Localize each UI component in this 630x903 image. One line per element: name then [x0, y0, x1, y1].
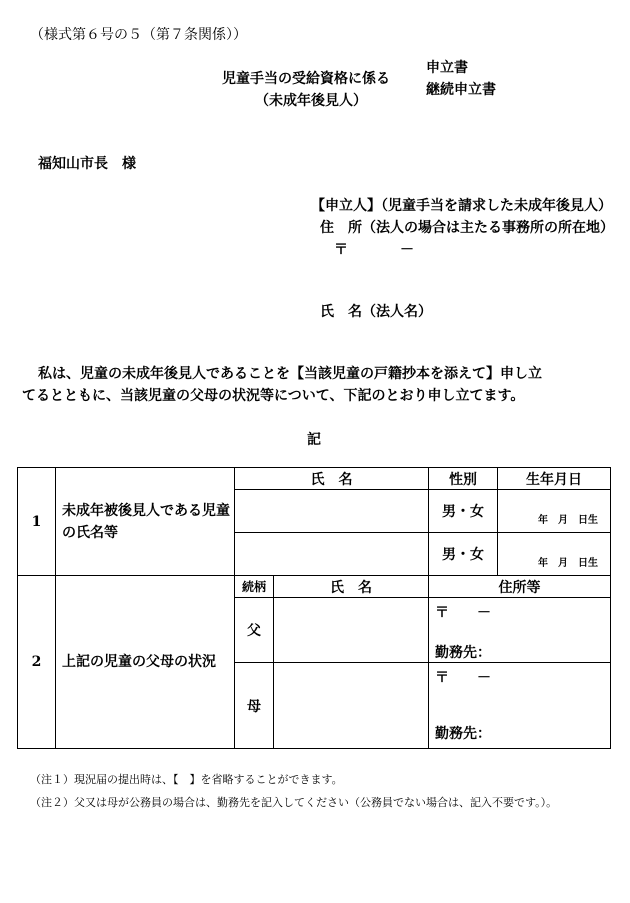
child2-gender[interactable]: 男・女 [429, 533, 498, 576]
mother-label: 母 [235, 663, 274, 749]
father-name-cell[interactable] [274, 598, 429, 663]
title-option-continuation: 継続申立書 [426, 82, 496, 98]
applicant-heading-bracket: 【申立人】 [311, 198, 381, 214]
child2-name-cell[interactable] [235, 533, 429, 576]
ki-heading: 記 [307, 432, 321, 448]
row1-label: 未成年被後見人である児童の氏名等 [56, 468, 235, 576]
postal-mark: 〒 [334, 242, 348, 258]
form-number: （様式第６号の５（第７条関係）） [30, 27, 247, 43]
father-postal: 〒 － [435, 605, 491, 621]
father-workplace: 勤務先： [435, 645, 491, 661]
note-1: （注１）現況届の提出時は、【 】を省略することができます。 [30, 773, 343, 786]
title-sub: （未成年後見人） [255, 93, 367, 109]
row2-header-relation: 続柄 [235, 576, 274, 598]
applicant-address-line [320, 217, 614, 237]
child2-dob[interactable]: 年 月 日生 [498, 533, 611, 576]
row2-number: 2 [18, 576, 56, 749]
statement-line-2: てるとともに、当該児童の父母の状況等について、下記のとおり申し立てます。 [22, 388, 525, 404]
title-option-application: 申立書 [426, 60, 468, 76]
name-label: 氏 名 [320, 304, 362, 320]
mother-postal: 〒 － [435, 670, 491, 686]
row2-header-name: 氏 名 [274, 576, 429, 598]
mother-name-cell[interactable] [274, 663, 429, 749]
address-note: （法人の場合は主たる事務所の所在地） [362, 220, 614, 236]
note-2: （注２）父又は母が公務員の場合は、勤務先を記入してください（公務員でない場合は、記入不要です。）。 [30, 796, 558, 809]
mother-address-cell[interactable] [429, 663, 611, 749]
row1-header-name: 氏 名 [235, 468, 429, 490]
postal-dash: － [400, 242, 414, 258]
address-label: 住 所 [320, 220, 362, 236]
statement-line-1: 私は、児童の未成年後見人であることを【当該児童の戸籍抄本を添えて】申し立 [38, 366, 542, 382]
father-address-cell[interactable] [429, 598, 611, 663]
row1-header-gender: 性別 [429, 468, 498, 490]
details-table [17, 467, 611, 749]
row1-number: 1 [18, 468, 56, 576]
applicant-heading-note: （児童手当を請求した未成年後見人） [381, 198, 612, 214]
row2-label: 上記の児童の父母の状況 [56, 576, 235, 749]
child1-gender[interactable]: 男・女 [429, 490, 498, 533]
child1-dob[interactable]: 年 月 日生 [498, 490, 611, 533]
row2-header-address: 住所等 [429, 576, 611, 598]
name-note: （法人名） [362, 304, 432, 320]
applicant-heading [311, 195, 612, 215]
row1-header-dob: 生年月日 [498, 468, 611, 490]
applicant-name-line [320, 301, 432, 321]
child1-name-cell[interactable] [235, 490, 429, 533]
mother-workplace: 勤務先： [435, 726, 491, 742]
title-main: 児童手当の受給資格に係る [222, 71, 390, 87]
father-label: 父 [235, 598, 274, 663]
addressee: 福知山市長 様 [38, 156, 136, 172]
